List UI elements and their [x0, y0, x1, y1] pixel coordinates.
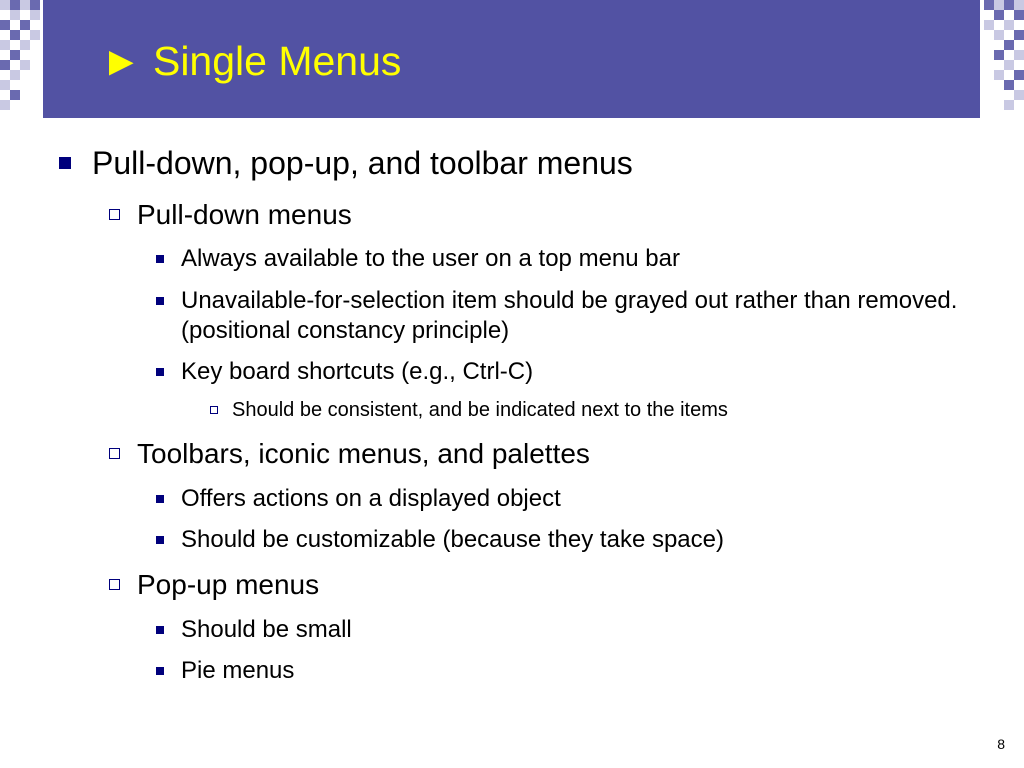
- bullet-text: Toolbars, iconic menus, and palettes: [137, 438, 590, 469]
- filled-square-bullet-icon: [156, 495, 164, 503]
- bullet-item-level-1: [92, 144, 972, 182]
- bullet-text: Should be consistent, and be indicated next to the items: [232, 399, 728, 421]
- bullet-text: Should be customizable (because they take space): [181, 526, 724, 553]
- filled-square-bullet-icon: [156, 368, 164, 376]
- bullet-text: Pop-up menus: [137, 569, 320, 600]
- bullet-text: Key board shortcuts (e.g., Ctrl-C): [181, 358, 534, 385]
- bullet-item-level-2: [137, 568, 977, 601]
- hollow-square-bullet-icon: [109, 209, 120, 220]
- filled-square-bullet-icon: [156, 626, 164, 634]
- hollow-square-bullet-icon: [109, 448, 120, 459]
- page-number: 8: [997, 736, 1005, 752]
- bullet-text: Pull-down, pop-up, and toolbar menus: [92, 145, 633, 181]
- bullet-item-level-3: [181, 484, 971, 514]
- bullet-item-level-3: [181, 656, 971, 686]
- filled-square-bullet-icon: [156, 255, 164, 263]
- bullet-item-level-3: [181, 615, 971, 645]
- filled-square-bullet-icon: [156, 297, 164, 305]
- bullet-text: Offers actions on a displayed object: [181, 485, 561, 512]
- bullet-text: Pull-down menus: [137, 199, 352, 230]
- bullet-text: Unavailable-for-selection item should be grayed out rather than removed. (positional constancy principle): [181, 287, 958, 344]
- bullet-text: Should be small: [181, 616, 352, 643]
- slide-title: ► Single Menus: [101, 38, 402, 84]
- bullet-item-level-3: [181, 244, 971, 274]
- bullet-item-level-3: [181, 286, 971, 346]
- bullet-item-level-3: [181, 525, 971, 555]
- filled-square-bullet-icon: [59, 157, 71, 169]
- bullet-text: Always available to the user on a top menu bar: [181, 245, 680, 272]
- filled-square-bullet-icon: [156, 667, 164, 675]
- bullet-item-level-2: [137, 437, 977, 470]
- bullet-item-level-2: [137, 198, 977, 231]
- bullet-item-level-4: [232, 398, 972, 422]
- hollow-square-bullet-icon: [109, 579, 120, 590]
- hollow-square-bullet-icon: [210, 406, 218, 414]
- bullet-text: Pie menus: [181, 657, 295, 684]
- bullet-item-level-3: [181, 357, 971, 387]
- filled-square-bullet-icon: [156, 536, 164, 544]
